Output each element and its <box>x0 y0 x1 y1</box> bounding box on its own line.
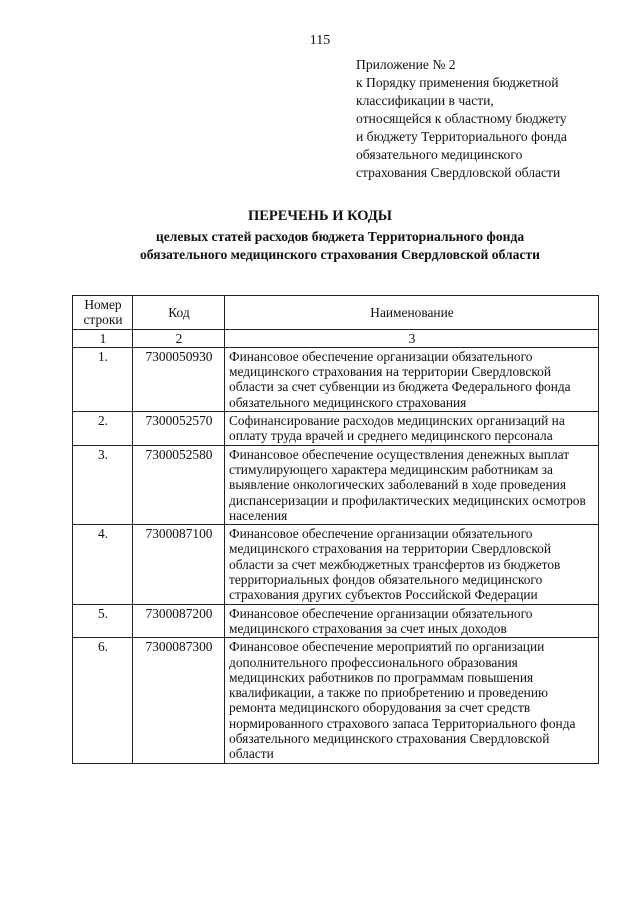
document-title: ПЕРЕЧЕНЬ И КОДЫ <box>247 208 393 224</box>
appendix-line: к Порядку применения бюджетной <box>356 75 559 90</box>
table-row <box>73 412 599 446</box>
appendix-line: относящейся к областному бюджету <box>356 111 567 126</box>
document-subtitle <box>60 228 620 264</box>
column-index-row <box>73 329 599 347</box>
header-code: Код <box>133 296 225 330</box>
codes-table <box>72 295 599 764</box>
row-number: 4. <box>73 525 133 604</box>
header-name: Наименование <box>225 296 599 330</box>
row-code: 7300087300 <box>133 638 225 763</box>
table-header-row <box>73 296 599 330</box>
table-row <box>73 604 599 638</box>
row-name: Финансовое обеспечение организации обязательного медицинского страхования на территории Свердловской области за счет субвенции из бюджета Федерального фонда обязательного медицинского страхования <box>225 347 599 411</box>
row-name: Финансовое обеспечение мероприятий по организации дополнительного профессионального образования медицинских работников по программам повышения квалификации, а также по приобретению и проведению ремонта медицинского оборудования за счет средств нормированного страхового запаса Территориального фонда обязательного медицинского страхования Свердловской области <box>225 638 599 763</box>
row-code: 7300052570 <box>133 412 225 446</box>
subtitle-line: обязательного медицинского страхования Свердловской области <box>139 247 541 262</box>
table-row <box>73 445 599 524</box>
column-index: 3 <box>225 329 599 347</box>
table-row <box>73 347 599 411</box>
row-code: 7300087200 <box>133 604 225 638</box>
row-number: 6. <box>73 638 133 763</box>
row-name: Финансовое обеспечение осуществления денежных выплат стимулирующего характера медицинским работникам за выявление онкологических заболеваний в ходе проведения диспансеризации и профилактических медицинских осмотров населения <box>225 445 599 524</box>
page-number: 115 <box>309 33 331 48</box>
row-number: 1. <box>73 347 133 411</box>
appendix-header <box>356 56 626 182</box>
row-name: Финансовое обеспечение организации обязательного медицинского страхования на территории Свердловской области за счет межбюджетных трансфертов из бюджетов территориальных фондов обязательного медицинского страхования других субъектов Российской Федерации <box>225 525 599 604</box>
row-name: Финансовое обеспечение организации обязательного медицинского страхования за счет иных доходов <box>225 604 599 638</box>
row-code: 7300087100 <box>133 525 225 604</box>
row-code: 7300050930 <box>133 347 225 411</box>
row-code: 7300052580 <box>133 445 225 524</box>
appendix-line: страхования Свердловской области <box>356 165 561 180</box>
subtitle-line: целевых статей расходов бюджета Территориального фонда <box>155 229 525 244</box>
appendix-line: обязательного медицинского <box>356 147 523 162</box>
appendix-line: Приложение № 2 <box>356 57 456 72</box>
row-number: 2. <box>73 412 133 446</box>
column-index: 1 <box>73 329 133 347</box>
appendix-line: и бюджету Территориального фонда <box>356 129 567 144</box>
row-name: Софинансирование расходов медицинских организаций на оплату труда врачей и среднего медицинского персонала <box>225 412 599 446</box>
row-number: 3. <box>73 445 133 524</box>
appendix-line: классификации в части, <box>356 93 494 108</box>
table-row <box>73 638 599 763</box>
column-index: 2 <box>133 329 225 347</box>
table-row <box>73 525 599 604</box>
header-row-number: Номер строки <box>73 296 133 330</box>
row-number: 5. <box>73 604 133 638</box>
